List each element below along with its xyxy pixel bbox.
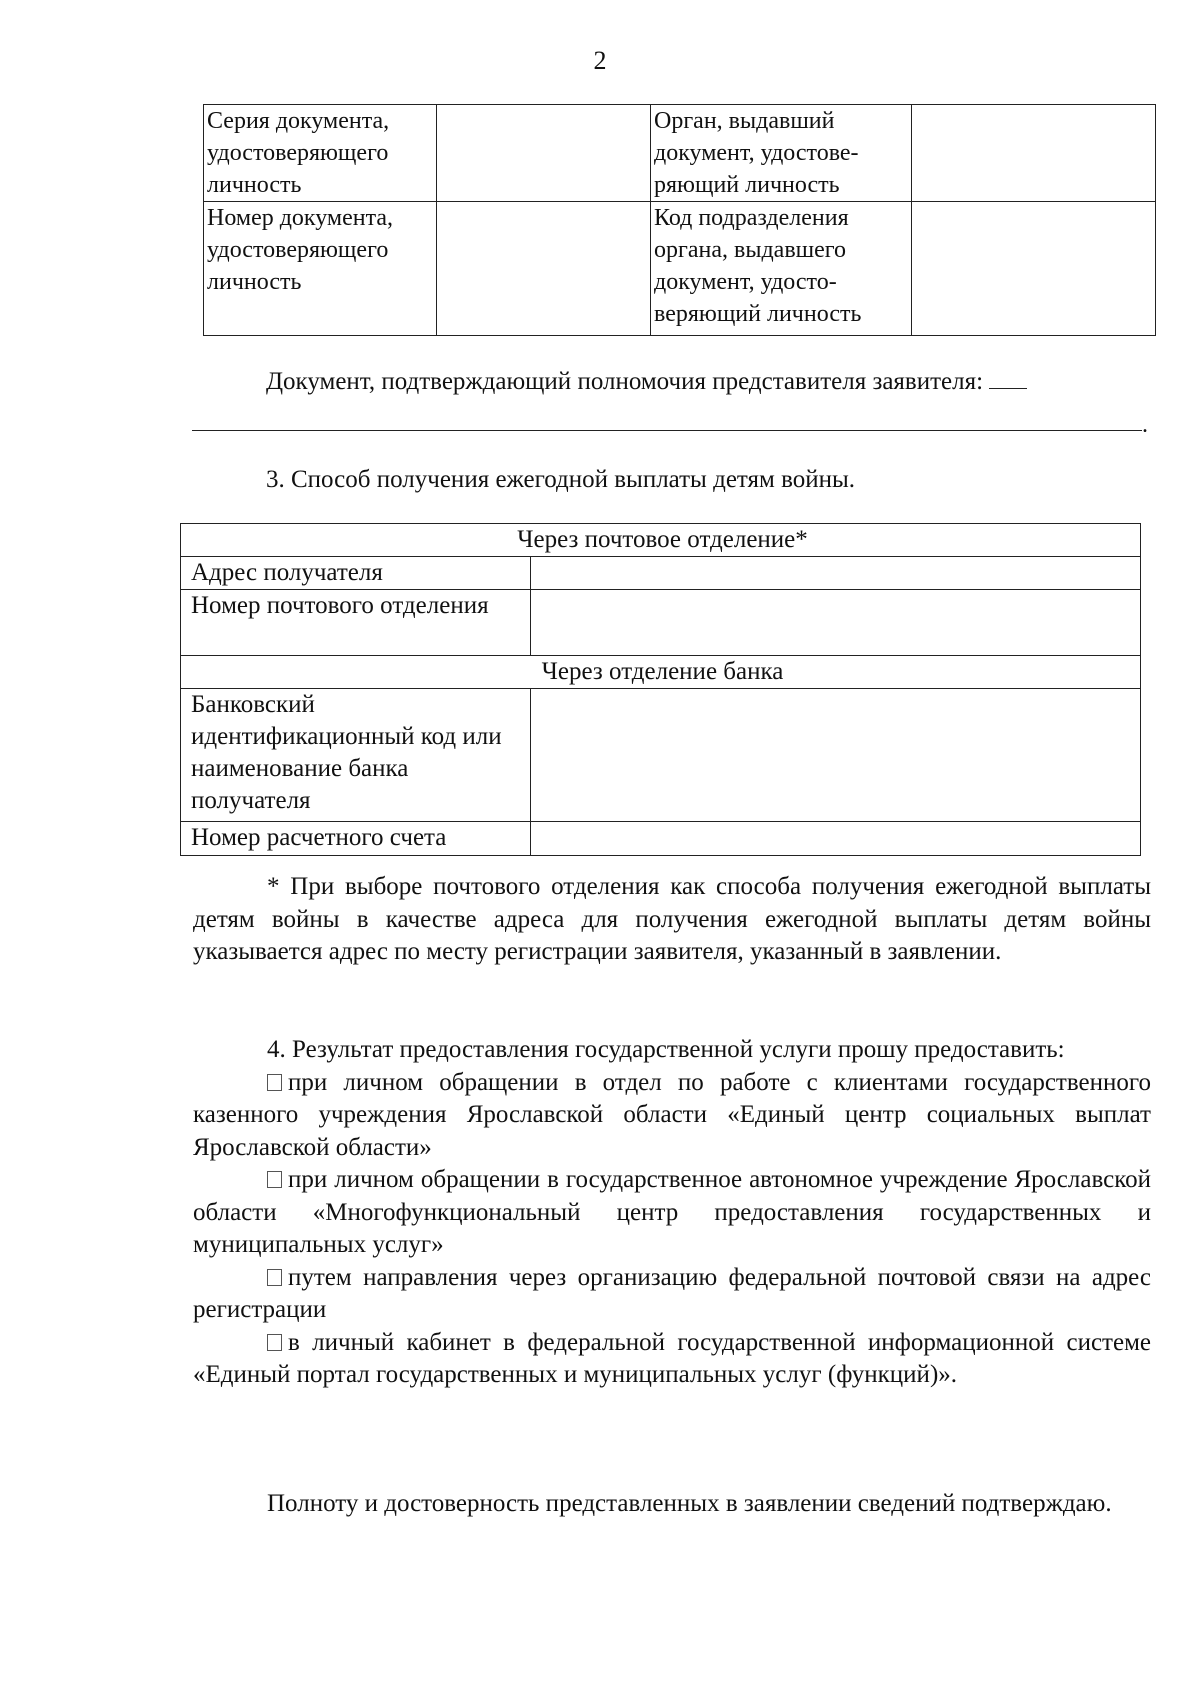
section-4: [193, 1034, 1151, 1392]
issuing-authority-label: Орган, выдавший документ, удостове-ряющий личность: [651, 105, 912, 202]
number-label: Номер документа, удостоверяющего личность: [204, 202, 437, 336]
number-value-field[interactable]: [437, 202, 651, 336]
payment-method-table: [180, 523, 1141, 856]
table-row: [204, 202, 1156, 336]
checkbox[interactable]: [267, 1171, 282, 1188]
account-number-field[interactable]: [531, 822, 1141, 856]
series-label: Серия документа, удостоверяющего личность: [204, 105, 437, 202]
checkbox[interactable]: [267, 1269, 282, 1286]
issuing-authority-value-field[interactable]: [912, 105, 1156, 202]
representative-document-label: Документ, подтверждающий полномочия представителя заявителя:: [266, 368, 984, 395]
representative-document-fill-line[interactable]: [192, 430, 1142, 431]
footnote-paragraph: * При выборе почтового отделения как способа получения ежегодной выплаты детям войны в качестве адреса для получения ежегодной выплаты детям войны указывается адрес по месту регистрации заявителя, указанный в заявлении.: [193, 873, 1151, 965]
option-postal-delivery[interactable]: [193, 1262, 1151, 1327]
option-ecsv-office[interactable]: [193, 1067, 1151, 1165]
option-mfc[interactable]: [193, 1164, 1151, 1262]
recipient-address-field[interactable]: [531, 557, 1141, 590]
section-4-heading: 4. Результат предоставления государственной услуги прошу предоставить:: [267, 1036, 1065, 1063]
recipient-address-label: Адрес получателя: [181, 557, 531, 590]
post-office-number-field[interactable]: [531, 590, 1141, 656]
subdivision-code-label: Код подразделения органа, выдавшего документ, удосто-веряющий личность: [651, 202, 912, 336]
confirmation-paragraph: Полноту и достоверность представленных в заявлении сведений подтверждаю.: [267, 1490, 1112, 1517]
option-label: при личном обращении в государственное автономное учреждение Ярославской области «Многофункциональный центр предоставления государственных и муниципальных услуг»: [193, 1166, 1151, 1258]
bank-branch-header: Через отделение банка: [181, 656, 1141, 689]
account-number-label: Номер расчетного счета: [181, 822, 531, 856]
bank-id-code-field[interactable]: [531, 689, 1141, 822]
representative-document-line: [266, 368, 1152, 396]
section-3-heading: 3. Способ получения ежегодной выплаты детям войны.: [266, 466, 856, 493]
table-row: [204, 105, 1156, 202]
checkbox[interactable]: [267, 1074, 282, 1091]
bank-id-code-label: Банковский идентификационный код или наименование банка получателя: [181, 689, 531, 822]
subdivision-code-value-field[interactable]: [912, 202, 1156, 336]
post-office-number-label: Номер почтового отделения: [181, 590, 531, 656]
option-label: при личном обращении в отдел по работе с клиентами государственного казенного учреждения Ярославской области «Единый центр социальных выплат Ярославской области»: [193, 1068, 1151, 1161]
series-value-field[interactable]: [437, 105, 651, 202]
option-label: в личный кабинет в федеральной государственной информационной системе «Единый портал государственных и муниципальных услуг (функций)».: [193, 1328, 1151, 1388]
representative-document-blank[interactable]: [989, 368, 1027, 389]
checkbox[interactable]: [267, 1334, 282, 1351]
table-row: [181, 590, 1141, 656]
table-row: [181, 822, 1141, 856]
table-row: [181, 689, 1141, 822]
page-number: 2: [593, 46, 607, 75]
table-row: [181, 557, 1141, 590]
table-row: [181, 656, 1141, 689]
option-label: путем направления через организацию федеральной почтовой связи на адрес регистрации: [193, 1263, 1151, 1323]
post-office-header: Через почтовое отделение*: [181, 524, 1141, 557]
table-row: [181, 524, 1141, 557]
identity-document-table: [203, 104, 1156, 336]
fill-line-end-dot: .: [1142, 412, 1148, 438]
option-gosuslugi-cabinet[interactable]: [193, 1327, 1151, 1392]
